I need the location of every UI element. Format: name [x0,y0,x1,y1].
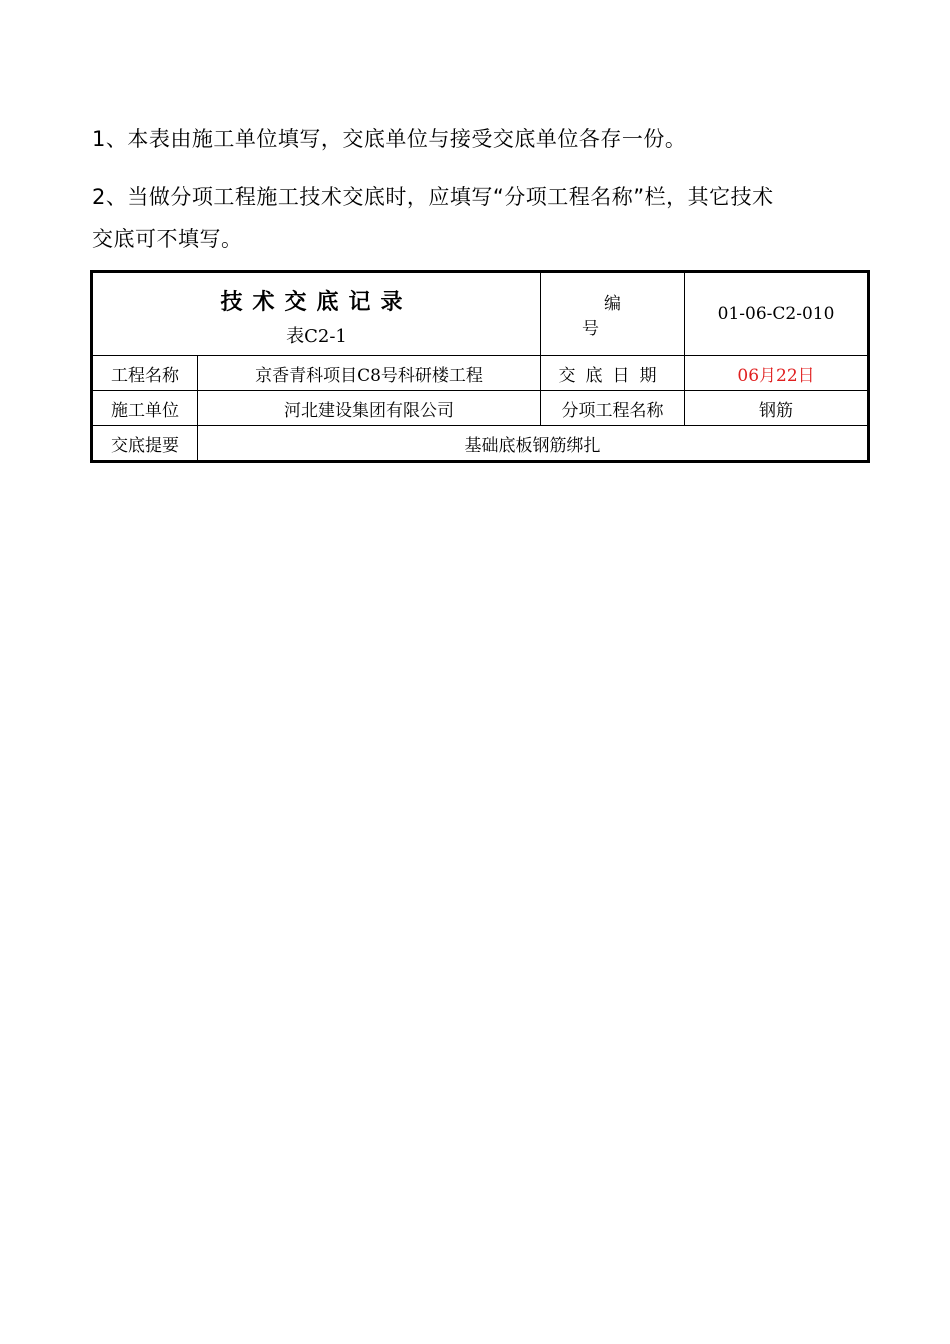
number-label-cell [541,272,685,356]
number-label: 编号 [582,294,666,339]
form-title: 技术交底记录 [220,289,413,315]
number-value: 01-06-C2-010 [717,304,835,324]
note-2 [92,176,852,260]
project-value: 京香青科项目C8号科研楼工程 [198,356,541,391]
note-2-line-1: 2、当做分项工程施工技术交底时，应填写“分项工程名称”栏，其它技术 [92,185,774,209]
unit-label: 施工单位 [92,391,198,426]
form-code: 表C2-1 [286,325,347,347]
technical-briefing-record-table [90,270,870,463]
subitem-label: 分项工程名称 [541,391,685,426]
project-label: 工程名称 [92,356,198,391]
title-cell [92,272,541,356]
number-value-cell [685,272,869,356]
title-row [92,272,869,356]
summary-value: 基础底板钢筋绑扎 [198,426,869,462]
unit-value: 河北建设集团有限公司 [198,391,541,426]
date-label-cell [541,356,685,391]
date-label: 交底日期 [558,365,667,386]
note-2-line-2: 交底可不填写。 [92,227,243,251]
date-value: 06月22日 [685,356,869,391]
subitem-value: 钢筋 [685,391,869,426]
project-row [92,356,869,391]
summary-label: 交底提要 [92,426,198,462]
summary-row [92,426,869,462]
unit-row [92,391,869,426]
note-1: 1、本表由施工单位填写，交底单位与接受交底单位各存一份。 [92,127,687,151]
